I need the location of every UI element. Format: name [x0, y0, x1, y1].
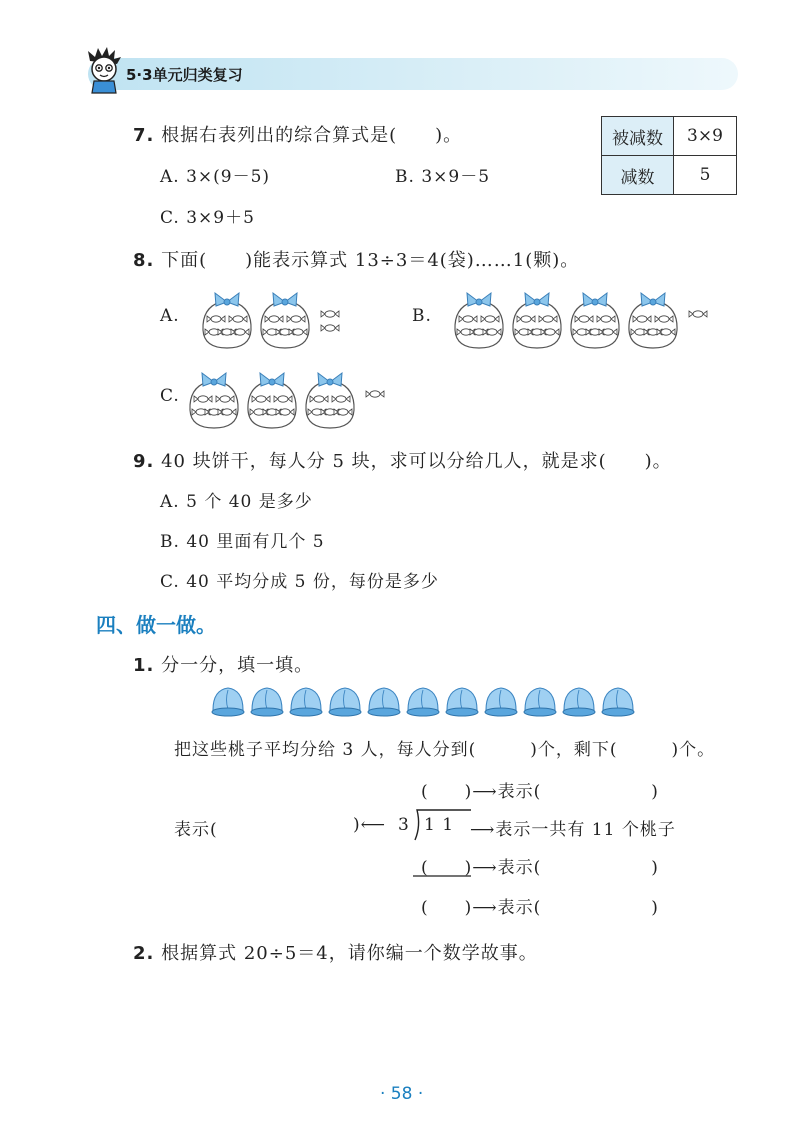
q7-table-row [602, 117, 737, 156]
represents-label: 表示( [497, 782, 542, 802]
close-paren: ) [651, 898, 659, 918]
q7-option-b[interactable] [395, 162, 490, 187]
s4q2-text: 根据算式 20÷5＝4，请你编一个数学故事。 [161, 943, 538, 964]
candy-icon [366, 391, 384, 397]
peach-row [210, 684, 650, 724]
left-arrow-icon: )⟵ [353, 815, 387, 835]
q9-line [133, 447, 672, 473]
header-title: 5·3单元归类复习 [126, 66, 243, 84]
div-left-arrow [353, 815, 386, 835]
subtraction-line [413, 874, 473, 878]
page-number: · 58 · [380, 1084, 424, 1104]
s4q2-number: 2. [133, 943, 155, 964]
candy-icon [321, 311, 339, 317]
q7-table-head: 减数 [602, 156, 674, 195]
right-arrow-icon: ⟶ [472, 898, 498, 918]
candy-bag-icon [248, 373, 296, 428]
candy-bag-icon [571, 293, 619, 348]
loose-candies [366, 391, 384, 397]
option-text: 3×9－5 [421, 167, 491, 187]
represents-label: 表示( [174, 820, 218, 840]
peach-icon [407, 688, 439, 716]
s4q1-text: 分一分，填一填。 [161, 655, 314, 676]
s4q1-number: 1. [133, 655, 155, 676]
option-label: C. [160, 208, 180, 228]
q9-option-a[interactable] [160, 487, 313, 512]
candy-bag-icon [203, 293, 251, 348]
represents-label: 表示( [497, 898, 542, 918]
blank-paren[interactable]: ( ) [421, 858, 473, 878]
candy-icon [689, 311, 707, 317]
peach-icon [329, 688, 361, 716]
loose-candies [321, 311, 339, 331]
q8-number: 8. [133, 250, 155, 271]
option-label: A. [160, 167, 180, 187]
div-dividend: 1 1 [424, 815, 455, 835]
close-paren: ) [651, 858, 659, 878]
div-left-label [174, 815, 218, 840]
div-row-4 [421, 893, 659, 918]
blank-paren[interactable]: ( ) [421, 782, 473, 802]
peach-icon [563, 688, 595, 716]
q9-number: 9. [133, 451, 155, 472]
q8-option-b-label[interactable]: B. [412, 306, 432, 326]
q8-option-c-label[interactable]: C. [160, 386, 180, 406]
q8-option-c-bags[interactable] [187, 366, 402, 431]
option-label: A. [160, 492, 180, 512]
candy-bag-icon [513, 293, 561, 348]
peach-icon [524, 688, 556, 716]
q7-table-value: 5 [674, 156, 737, 195]
peach-icon [485, 688, 517, 716]
q8-text: 下面( )能表示算式 13÷3＝4(袋)……1(颗)。 [161, 250, 580, 271]
candy-icon [321, 325, 339, 331]
close-paren: ) [651, 782, 659, 802]
meaning-text: 表示一共有 11 个桃子 [495, 820, 676, 840]
q8-line [133, 246, 579, 272]
peach-icon [602, 688, 634, 716]
option-text: 40 平均分成 5 份，每份是多少 [186, 572, 439, 592]
div-row-1 [421, 777, 659, 802]
option-text: 3×9＋5 [186, 208, 255, 228]
q7-option-a[interactable] [160, 162, 270, 187]
peach-icon [368, 688, 400, 716]
right-arrow-icon: ⟶ [472, 782, 498, 802]
q9-option-c[interactable] [160, 567, 439, 592]
q8-option-b-bags[interactable] [452, 286, 717, 351]
q7-table [601, 116, 737, 195]
peach-icon [290, 688, 322, 716]
q7-line [133, 121, 462, 147]
peach-icon [251, 688, 283, 716]
option-label: B. [160, 532, 180, 552]
loose-candies [689, 311, 707, 317]
option-text: 5 个 40 是多少 [186, 492, 313, 512]
represents-label: 表示( [497, 858, 542, 878]
option-text: 3×(9－5) [186, 167, 271, 187]
peach-icon [212, 688, 244, 716]
q9-option-b[interactable] [160, 527, 325, 552]
div-dividend-meaning [470, 815, 676, 840]
q9-text: 40 块饼干，每人分 5 块，求可以分给几人，就是求( )。 [161, 451, 672, 472]
candy-bag-icon [261, 293, 309, 348]
right-arrow-icon: ⟶ [470, 820, 496, 840]
q7-table-row [602, 156, 737, 195]
candy-bag-icon [190, 373, 238, 428]
candy-bag-icon [306, 373, 354, 428]
blank-paren[interactable]: ( ) [421, 898, 473, 918]
right-arrow-icon: ⟶ [472, 858, 498, 878]
peach-icon [446, 688, 478, 716]
candy-bag-icon [629, 293, 677, 348]
s4q2-line [133, 939, 538, 965]
s4q1-line [133, 651, 313, 677]
q8-option-a-label[interactable]: A. [160, 306, 180, 326]
q7-text: 根据右表列出的综合算式是( )。 [161, 125, 463, 146]
q8-option-a-bags[interactable] [200, 286, 370, 351]
candy-bag-icon [455, 293, 503, 348]
q7-number: 7. [133, 125, 155, 146]
mascot-icon [84, 47, 124, 93]
option-label: B. [395, 167, 415, 187]
q7-table-head: 被减数 [602, 117, 674, 156]
option-text: 40 里面有几个 5 [186, 532, 325, 552]
option-label: C. [160, 572, 180, 592]
q7-option-c[interactable] [160, 203, 255, 228]
s4q1-fill-text: 把这些桃子平均分给 3 人，每人分到( )个，剩下( )个。 [174, 740, 716, 760]
section-title: 四、做一做。 [96, 613, 216, 637]
div-divisor: 3 [398, 815, 410, 835]
q7-table-value: 3×9 [674, 117, 737, 156]
